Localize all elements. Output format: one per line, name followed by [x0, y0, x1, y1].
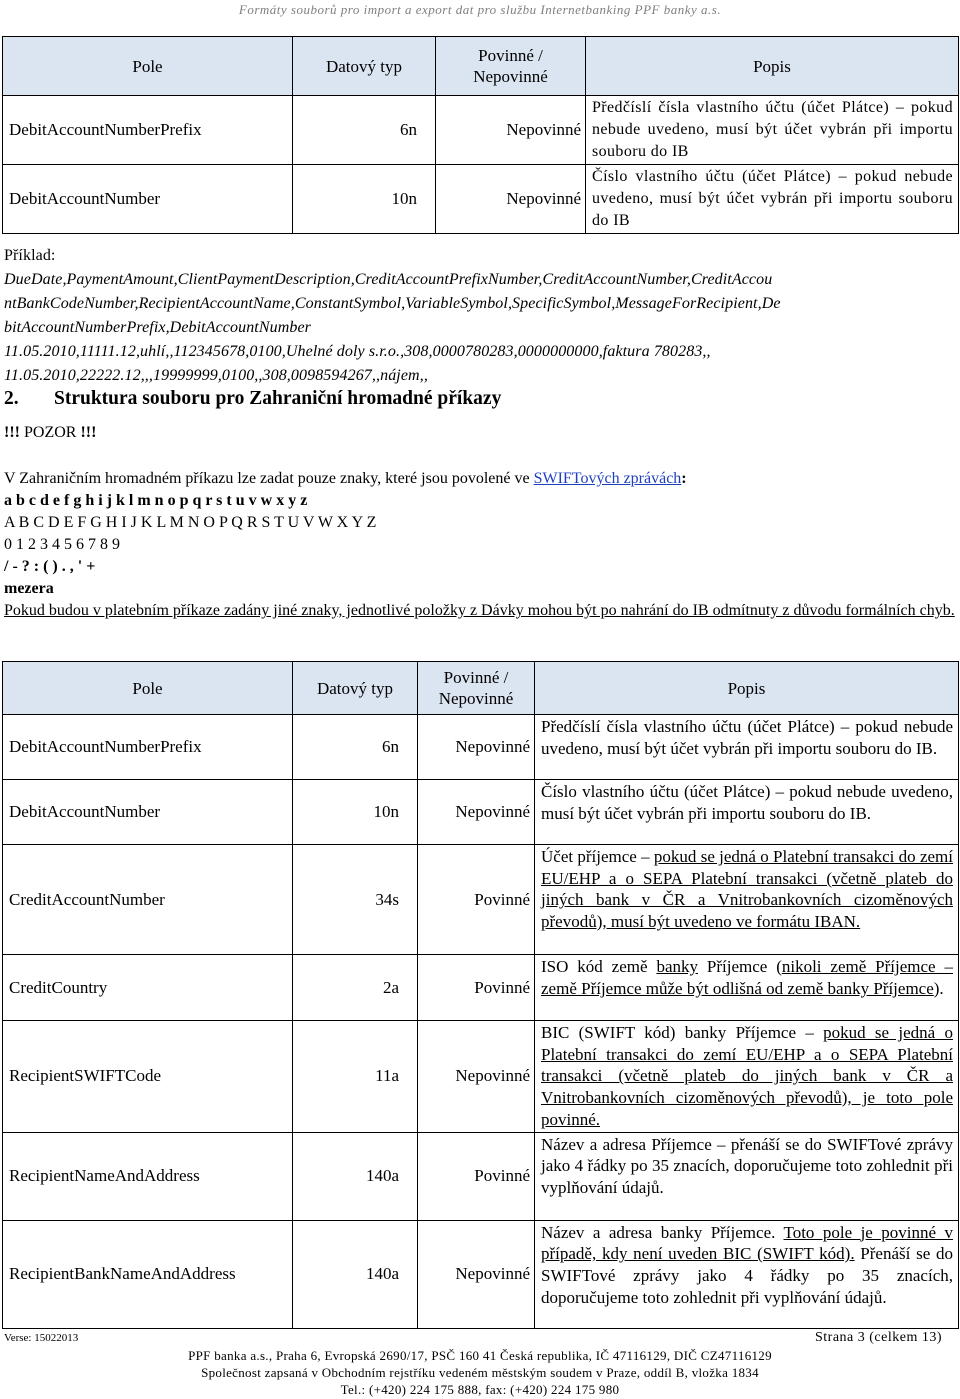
field-type: 140a: [293, 1220, 418, 1328]
field-description: Název a adresa banky Příjemce. Toto pole je povinné v případě, kdy není uveden BIC (SWIFT kód). Přenáší se do SWIFTové zprávy jako 4 řádky po 35 znacích, doporučujeme toto zohlednit při vyplňování údajů.: [535, 1220, 959, 1328]
table-header-row: [3, 37, 959, 96]
section-heading: [4, 388, 501, 410]
field-required: Povinné: [418, 1132, 535, 1220]
allowed-lowercase: a b c d e f g h i j k l m n o p q r s t u v w x y z: [4, 492, 308, 509]
field-required: Nepovinné: [418, 1021, 535, 1133]
field-description: Předčíslí čísla vlastního účtu (účet Plátce) – pokud nebude uvedeno, musí být účet vybrán při importu souboru do IB: [586, 96, 959, 165]
table-row: [3, 96, 959, 165]
field-required: Povinné: [418, 845, 535, 955]
field-required: Nepovinné: [418, 715, 535, 780]
field-required: Nepovinné: [418, 1220, 535, 1328]
column-header-description: Popis: [535, 662, 959, 715]
column-header-type: Datový typ: [293, 37, 436, 96]
column-header-description: Popis: [586, 37, 959, 96]
footer-company-address: PPF banka a.s., Praha 6, Evropská 2690/17, PSČ 160 41 Česká republika, IČ 47116129, DIČ CZ47116129: [188, 1348, 772, 1363]
table-row: [3, 845, 959, 955]
field-description: Předčíslí čísla vlastního účtu (účet Plátce) – pokud nebude uvedeno, musí být účet vybrán při importu souboru do IB.: [535, 715, 959, 780]
allowed-uppercase: A B C D E F G H I J K L M N O P Q R S T U V W X Y Z: [4, 514, 377, 531]
field-name: RecipientBankNameAndAddress: [3, 1220, 293, 1328]
swift-messages-link[interactable]: SWIFTových zprávách: [533, 470, 682, 487]
field-type: 140a: [293, 1132, 418, 1220]
allowed-digits: 0 1 2 3 4 5 6 7 8 9: [4, 536, 120, 553]
table-row: [3, 955, 959, 1021]
table-row: [3, 1220, 959, 1328]
column-header-field: Pole: [3, 662, 293, 715]
invalid-chars-warning: Pokud budou v platebním příkaze zadány jiné znaky, jednotlivé položky z Dávky mohou být po nahrání do IB odmítnuty z důvodu formálních chyb.: [4, 602, 955, 619]
field-type: 11a: [293, 1021, 418, 1133]
column-header-type: Datový typ: [293, 662, 418, 715]
allowed-space: mezera: [4, 580, 54, 597]
example-line: DueDate,PaymentAmount,ClientPaymentDescription,CreditAccountPrefixNumber,CreditAccountNumber,CreditAccou: [4, 271, 773, 288]
field-description: Číslo vlastního účtu (účet Plátce) – pokud nebude uvedeno, musí být účet vybrán při importu souboru do IB: [586, 165, 959, 234]
allowed-symbols: / - ? : ( ) . , ' +: [4, 558, 96, 575]
field-type: 10n: [293, 780, 418, 845]
table-row: [3, 1132, 959, 1220]
table-header-row: [3, 662, 959, 715]
footer-page-number: Strana 3 (celkem 13): [814, 1330, 942, 1345]
allowed-characters-block: [4, 468, 956, 622]
example-line: 11.05.2010,22222.12,,,19999999,0100,,308,0098594267,,nájem,,: [4, 367, 428, 384]
spec-table-domestic: [2, 36, 959, 234]
field-name: DebitAccountNumberPrefix: [3, 96, 293, 165]
section-title: Struktura souboru pro Zahraniční hromadné příkazy: [54, 388, 502, 409]
table-row: [3, 1021, 959, 1133]
column-header-required: Povinné / Nepovinné: [436, 37, 586, 96]
field-description: Název a adresa Příjemce – přenáší se do SWIFTové zprávy jako 4 řádky po 35 znacích, doporučujeme toto zohlednit při vyplňování údajů.: [535, 1132, 959, 1220]
field-name: CreditAccountNumber: [3, 845, 293, 955]
field-name: DebitAccountNumber: [3, 780, 293, 845]
spec-table-foreign: [2, 661, 959, 1329]
warning-heading: !!! POZOR !!!: [4, 424, 97, 441]
table-row: [3, 165, 959, 234]
table-row: [3, 780, 959, 845]
field-required: Nepovinné: [436, 96, 586, 165]
field-required: Nepovinné: [436, 165, 586, 234]
field-description: Číslo vlastního účtu (účet Plátce) – pokud nebude uvedeno, musí být účet vybrán při importu souboru do IB.: [535, 780, 959, 845]
field-type: 2a: [293, 955, 418, 1021]
field-required: Povinné: [418, 955, 535, 1021]
footer-registry: Společnost zapsaná v Obchodním rejstříku vedeném městským soudem v Praze, oddíl B, vložka 1834: [201, 1365, 759, 1380]
field-type: 6n: [293, 96, 436, 165]
field-name: DebitAccountNumberPrefix: [3, 715, 293, 780]
example-line: bitAccountNumberPrefix,DebitAccountNumber: [4, 319, 311, 336]
field-name: RecipientNameAndAddress: [3, 1132, 293, 1220]
section-number: 2.: [4, 388, 19, 409]
field-description: BIC (SWIFT kód) banky Příjemce – pokud se jedná o Platební transakci do zemí EU/EHP a o SEPA Platební transakci (včetně plateb do jiných bank v ČR a Vnitrobankovních cizoměnových převodů), je toto pole povinné.: [535, 1021, 959, 1133]
example-line: 11.05.2010,11111.12,uhlí,,112345678,0100,Uhelné doly s.r.o.,308,0000780283,0000000000,faktura 780283,,: [4, 343, 711, 360]
page-header: Formáty souborů pro import a export dat pro službu Internetbanking PPF banky a.s.: [238, 2, 722, 17]
allowed-intro: V Zahraničním hromadném příkazu lze zadat pouze znaky, které jsou povolené ve SWIFTových zprávách:: [4, 470, 687, 487]
example-label: Příklad:: [4, 247, 56, 264]
example-block: [4, 244, 956, 388]
field-description: ISO kód země banky Příjemce (nikoli země Příjemce – země Příjemce může být odlišná od země banky Příjemce).: [535, 955, 959, 1021]
field-name: DebitAccountNumber: [3, 165, 293, 234]
column-header-required: Povinné / Nepovinné: [418, 662, 535, 715]
field-type: 6n: [293, 715, 418, 780]
footer-version: Verse: 15022013: [4, 1332, 79, 1344]
field-type: 34s: [293, 845, 418, 955]
example-line: ntBankCodeNumber,RecipientAccountName,ConstantSymbol,VariableSymbol,SpecificSymbol,MessageForRecipient,De: [4, 295, 781, 312]
field-required: Nepovinné: [418, 780, 535, 845]
footer-contact: Tel.: (+420) 224 175 888, fax: (+420) 224 175 980: [340, 1382, 620, 1397]
field-name: RecipientSWIFTCode: [3, 1021, 293, 1133]
field-description: Účet příjemce – pokud se jedná o Platební transakci do zemí EU/EHP a o SEPA Platební transakci (včetně plateb do jiných bank v ČR a Vnitrobankovních cizoměnových převodů), musí být uvedeno ve formátu IBAN.: [535, 845, 959, 955]
field-name: CreditCountry: [3, 955, 293, 1021]
field-type: 10n: [293, 165, 436, 234]
table-row: [3, 715, 959, 780]
column-header-field: Pole: [3, 37, 293, 96]
